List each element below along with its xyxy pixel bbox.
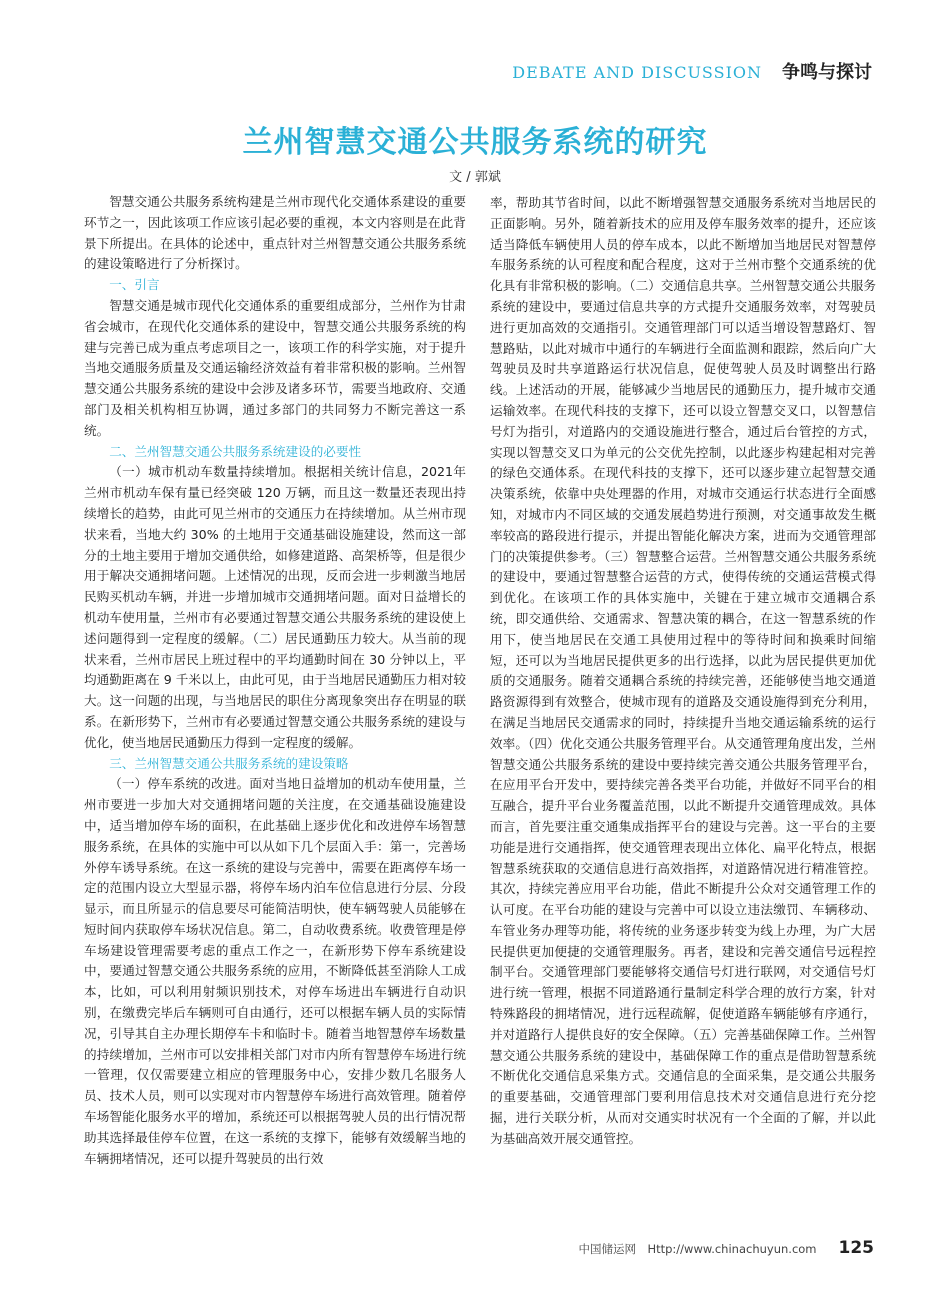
section-heading-3: 三、兰州智慧交通公共服务系统的建设策略 bbox=[109, 755, 349, 771]
body-paragraph: 率，帮助其节省时间，以此不断增强智慧交通服务系统对当地居民的正面影响。另外，随着新技术的应用及停车服务效率的提升，还应该适当降低车辆使用人员的停车成本，以此不断增加当地居民对智慧停车服务系统的认可程度和配合程度，这对于兰州市整个交通系统的优化具有非常积极的影响。（二）交通信息共享。兰州智慧交通公共服务系统的建设中，要通过信息共享的方式提升交通服务效率，对驾驶员进行更加高效的交通指引。交通管理部门可以适当增设智慧路灯、智慧路贴，以此对城市中通行的车辆进行全面监测和跟踪，然后向广大驾驶员及时共享道路运行状况信息，促使驾驶人员及时调整出行路线。上述活动的开展，能够减少当地居民的通勤压力，提升城市交通运输效率。在现代科技的支撑下，还可以设立智慧交叉口，以智慧信号灯为指引，对道路内的交通设施进行整合，通过后台管控的方式，实现以智慧交叉口为单元的公交优先控制，以此逐步构建起相对完善的绿色交通体系。在现代科技的支撑下，还可以逐步建立起智慧交通决策系统，依靠中央处理器的作用，对城市交通运行状态进行全面感知，对城市内不同区域的交通发展趋势进行预测，对交通事故发生概率较高的路段进行提示，并提出智能化解决方案，进而为交通管理部门的决策提供参考。（三）智慧整合运营。兰州智慧交通公共服务系统的建设中，要通过智慧整合运营的方式，使得传统的交通运营模式得到优化。在该项工作的具体实施中，关键在于建立城市交通耦合系统，即交通供给、交通需求、智慧决策的耦合，在这一智慧系统的作用下，使当地居民在交通工具使用过程中的等待时间和换乘时间缩短，还可以为当地居民提供更多的出行选择，以此为居民提供更加优质的交通服务。随着交通耦合系统的持续完善，还能够使当地交通道路资源得到有效整合，使城市现有的道路及交通设施得到充分利用，在满足当地居民交通需求的同时，持续提升当地交通运输系统的运行效率。（四）优化交通公共服务管理平台。从交通管理角度出发，兰州智慧交通公共服务系统的建设中要持续完善交通公共服务管理平台，在应用平台开发中，要持续完善各类平台功能，并做好不同平台的相互融合，提升平台业务覆盖范围，以此不断提升交通管理成效。具体而言，首先要注重交通集成指挥平台的建设与完善。这一平台的主要功能是进行交通指挥，使交通管理表现出立体化、扁平化特点，根据智慧系统获取的交通信息进行高效指挥，对道路情况进行精准管控。其次，持续完善应用平台功能，借此不断提升公众对交通管理工作的认可度。在平台功能的建设与完善中可以设立违法缴罚、车辆移动、车管业务办理等功能，将传统的业务逐步转变为线上办理，为广大居民提供更加便捷的交通管理服务。再者，建设和完善交通信号远程控制平台。交通管理部门要能够将交通信号灯进行联网，对交通信号灯进行统一管理，根据不同道路通行量制定科学合理的放行方案，针对特殊路段的拥堵情况，进行远程疏解，促使道路车辆能够有序通行，并对道路行人提供良好的安全保障。（五）完善基础保障工作。兰州智慧交通公共服务系统的建设中，基础保障工作的重点是借助智慧系统不断优化交通信息采集方式。交通信息的全面采集，是交通公共服务的重要基础，交通管理部门要利用信息技术对交通信息进行充分挖掘，进行关联分析，从而对交通实时状况有一个全面的了解，并以此为基础高效开展交通管控。 bbox=[490, 195, 876, 1146]
footer-source: 中国储运网 Http://www.chinachuyun.com bbox=[578, 1242, 817, 1256]
section-title-en: DEBATE AND DISCUSSION bbox=[512, 63, 762, 82]
body-paragraph: （一）停车系统的改进。面对当地日益增加的机动车使用量，兰州市要进一步加大对交通拥堵问题的关注度，在交通基础设施建设中，适当增加停车场的面积，在此基础上逐步优化和改进停车场智慧服务系统，在具体的实施中可以从如下几个层面入手：第一，完善场外停车诱导系统。在这一系统的建设与完善中，需要在距离停车场一定的范围内设立大型显示器，将停车场内泊车位信息进行分层、分段显示，而且所显示的信息要尽可能简洁明快，使车辆驾驶人员能够在短时间内获取停车场状况信息。第二，自动收费系统。收费管理是停车场建设管理需要考虑的重点工作之一，在新形势下停车系统建设中，要通过智慧交通公共服务系统的应用，不断降低甚至消除人工成本，比如，可以利用射频识别技术，对停车场进出车辆进行自动识别，在缴费完毕后车辆则可自由通行，还可以根据车辆人员的实际情况，引导其自主办理长期停车卡和临时卡。随着当地智慧停车场数量的持续增加，兰州市可以安排相关部门对市内所有智慧停车场进行统一管理，仅仅需要建立相应的管理服务中心，安排少数几名服务人员、技术人员，则可以实现对市内智慧停车场进行高效管理。随着停车场智能化服务水平的增加，系统还可以根据驾驶人员的出行情况帮助其选择最佳停车位置，在这一系统的支撑下，能够有效缓解当地的车辆拥堵情况，还可以提升驾驶员的出行效 bbox=[84, 776, 466, 1166]
left-column bbox=[84, 192, 466, 1169]
section-header bbox=[512, 58, 872, 84]
section-heading-2: 二、兰州智慧交通公共服务系统建设的必要性 bbox=[109, 443, 362, 459]
article-title: 兰州智慧交通公共服务系统的研究 bbox=[242, 125, 708, 160]
section-heading-1: 一、引言 bbox=[109, 277, 160, 293]
section-title-cn: 争鸣与探讨 bbox=[782, 62, 872, 83]
right-column bbox=[490, 193, 876, 1150]
body-paragraph: 智慧交通是城市现代化交通体系的重要组成部分，兰州作为甘肃省会城市，在现代化交通体系的建设中，智慧交通公共服务系统的构建与完善已成为重点考虑项目之一，该项工作的科学实施，对于提升当地交通服务质量及交通运输经济效益有着非常积极的影响。兰州智慧交通公共服务系统的建设中会涉及诸多环节，需要当地政府、交通部门及相关机构相互协调，通过多部门的共同努力不断完善这一系统。 bbox=[84, 297, 466, 438]
page-number: 125 bbox=[838, 1238, 874, 1258]
article-author: 文 / 郭斌 bbox=[449, 170, 501, 185]
body-paragraph: （一）城市机动车数量持续增加。根据相关统计信息，2021年兰州市机动车保有量已经突破 120 万辆，而且这一数量还表现出持续增长的趋势，由此可见兰州市的交通压力在持续增加。从兰州市现状来看，当地大约 30% 的土地用于交通基础设施建设，然而这一部分的土地主要用于增加交通供给，如修建道路、高架桥等，但是很少用于解决交通拥堵问题。上述情况的出现，反而会进一步刺激当地居民购买机动车辆，并进一步增加城市交通拥堵问题。面对日益增长的机动车使用量，兰州市有必要通过智慧交通公共服务系统的建设使上述问题得到一定程度的缓解。（二）居民通勤压力较大。从当前的现状来看，兰州市居民上班过程中的平均通勤时间在 30 分钟以上，平均通勤距离在 9 千米以上，由此可见，由于当地居民通勤压力相对较大。这一问题的出现，与当地居民的职住分离现象突出存在明显的联系。在新形势下，兰州市有必要通过智慧交通公共服务系统的建设与优化，使当地居民通勤压力得到一定程度的缓解。 bbox=[84, 464, 466, 750]
abstract-paragraph: 智慧交通公共服务系统构建是兰州市现代化交通体系建设的重要环节之一，因此该项工作应该引起必要的重视，本文内容则是在此背景下所提出。在具体的论述中，重点针对兰州智慧交通公共服务系统的建设策略进行了分析探讨。 bbox=[84, 194, 466, 272]
page-footer bbox=[578, 1238, 874, 1258]
